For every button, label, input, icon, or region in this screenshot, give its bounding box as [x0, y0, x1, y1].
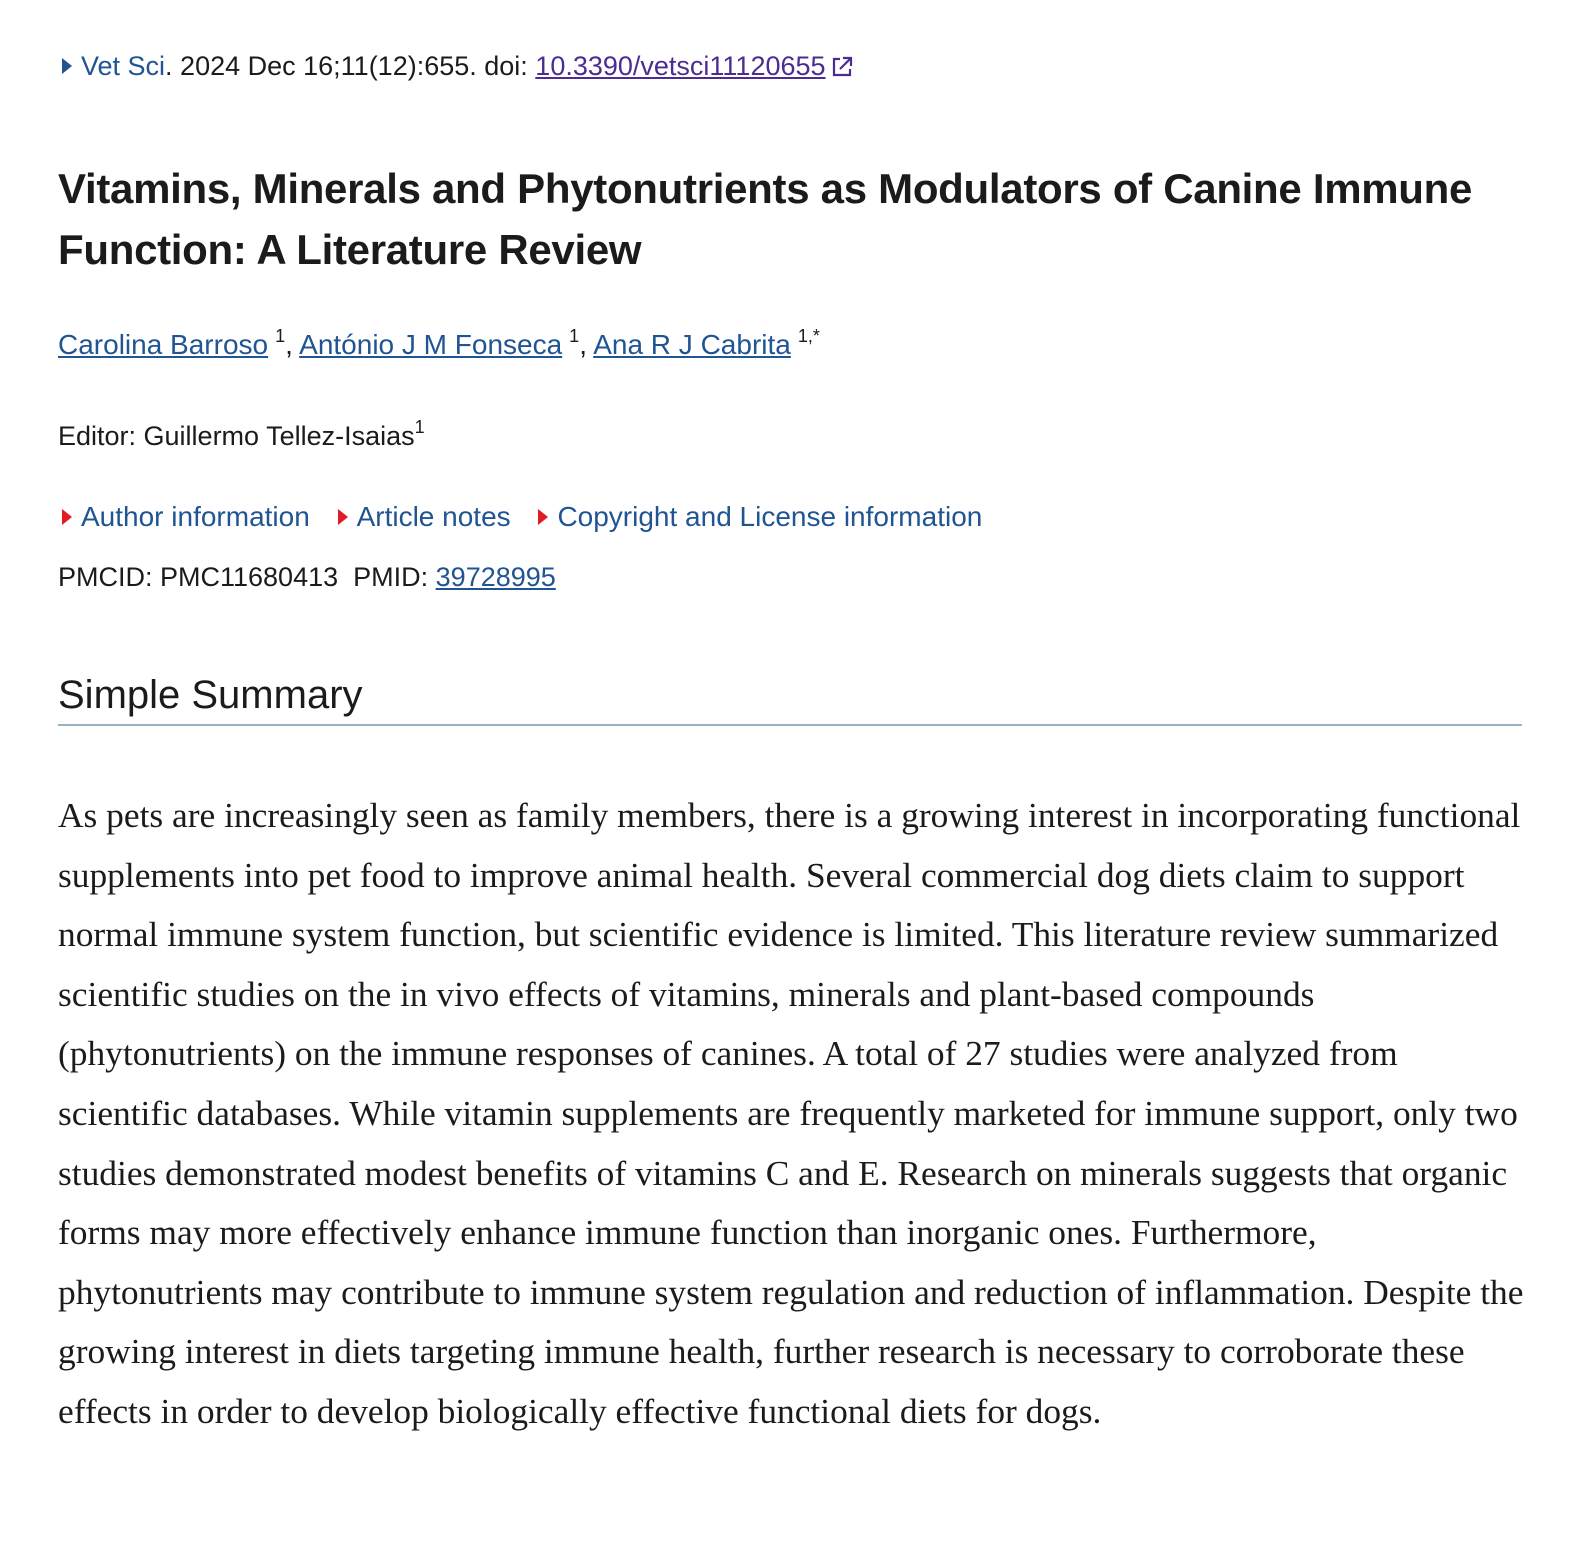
author-link[interactable]: António J M Fonseca	[299, 329, 563, 360]
editor-label: Editor: Guillermo Tellez-Isaias	[58, 421, 415, 451]
simple-summary-heading: Simple Summary	[58, 668, 1522, 726]
pmid-link[interactable]: 39728995	[435, 562, 556, 592]
caret-right-icon	[62, 509, 72, 525]
author-separator: ,	[285, 329, 293, 360]
author-affiliation: 1,*	[797, 326, 820, 346]
author-list	[58, 314, 820, 367]
editor-affiliation: 1	[414, 417, 425, 437]
author-link[interactable]: Carolina Barroso	[58, 329, 269, 360]
author-information-label: Author information	[81, 501, 310, 532]
author-separator: ,	[579, 329, 587, 360]
caret-right-icon	[338, 509, 348, 525]
author-link[interactable]: Ana R J Cabrita	[593, 329, 791, 360]
journal-link[interactable]: Vet Sci	[81, 51, 166, 81]
pmcid: PMCID: PMC11680413	[58, 562, 339, 592]
author-affiliation: 1	[275, 326, 286, 346]
caret-right-icon[interactable]	[62, 58, 72, 74]
pmid-label: PMID:	[353, 562, 436, 592]
author-information-toggle[interactable]	[62, 496, 310, 538]
copyright-license-toggle[interactable]	[538, 496, 982, 538]
citation-line	[62, 46, 853, 89]
author-affiliation: 1	[569, 326, 580, 346]
editor-line	[58, 406, 425, 457]
article-title: Vitamins, Minerals and Phytonutrients as Modulators of Canine Immune Function: A Literature Review	[58, 165, 1473, 273]
doi-link[interactable]: 10.3390/vetsci11120655	[535, 51, 826, 81]
caret-right-icon	[538, 509, 548, 525]
article-notes-toggle[interactable]	[338, 496, 511, 538]
article-notes-label: Article notes	[356, 501, 511, 532]
accordion-row	[62, 496, 1002, 538]
external-link-icon[interactable]	[831, 49, 853, 89]
simple-summary-text: As pets are increasingly seen as family members, there is a growing interest in incorporating functional supplements into pet food to improve animal health. Several commercial dog diets claim to support normal immune system function, but scientific evidence is limited. This literature review summarized scientific studies on the in vivo effects of vitamins, minerals and plant-based compounds (phytonutrients) on the immune responses of canines. A total of 27 studies were analyzed from scientific databases. While vitamin supplements are frequently marketed for immune support, only two studies demonstrated modest benefits of vitamins C and E. Research on minerals suggests that organic forms may more effectively enhance immune function than inorganic ones. Furthermore, phytonutrients may contribute to immune system regulation and reduction of inflammation. Despite the growing interest in diets targeting immune health, further research is necessary to corroborate these effects in order to develop biologically effective functional diets for dogs.	[58, 795, 1524, 1431]
article-ids	[58, 556, 556, 598]
copyright-license-label: Copyright and License information	[557, 501, 983, 532]
citation-details: . 2024 Dec 16;11(12):655. doi:	[165, 51, 536, 81]
